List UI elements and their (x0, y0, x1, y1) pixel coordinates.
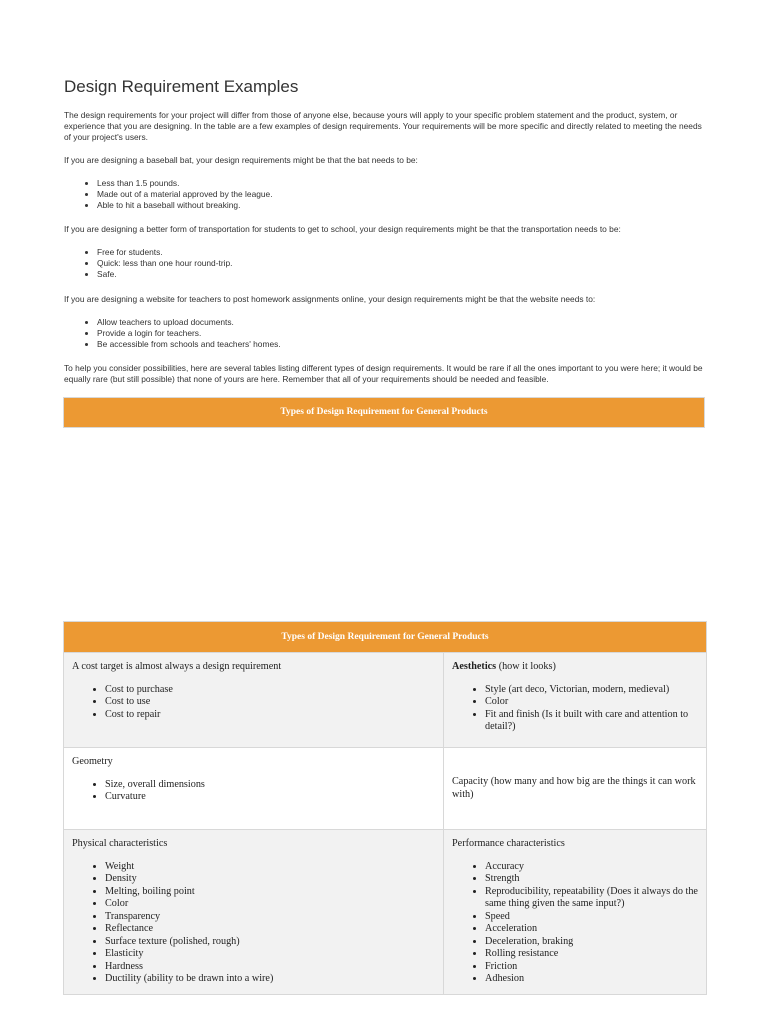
cell-heading-bold: Aesthetics (452, 661, 497, 672)
cell-heading: Performance characteristics (452, 838, 565, 849)
cell-heading: Geometry (72, 756, 113, 767)
table-cell (64, 653, 444, 748)
list-item: • Reflectance (105, 923, 435, 936)
list-item: • Provide a login for teachers. (97, 328, 281, 339)
table-row (64, 830, 707, 995)
list-item: • Hardness (105, 961, 435, 974)
example-lead-3: If you are designing a website for teachers to post homework assignments online, your design requirements might be that the website needs to: (64, 294, 596, 304)
list-item: • Strength (485, 873, 698, 886)
list-item: • Transparency (105, 911, 435, 924)
example-lead-2: If you are designing a better form of transportation for students to get to school, your design requirements might be that the transportation needs to be: (64, 224, 621, 234)
list-item: • Weight (105, 861, 435, 874)
list-item: • Rolling resistance (485, 948, 698, 961)
table-cell (444, 748, 707, 830)
list-item: • Cost to repair (105, 709, 435, 722)
list-item: • Color (105, 898, 435, 911)
cell-heading: Physical characteristics (72, 838, 168, 849)
list-item: • Speed (485, 911, 698, 924)
cell-list (72, 861, 435, 986)
closing-paragraph: To help you consider possibilities, here are several tables listing different types of design requirements. It would be rare if all the ones important to you were here; it would be equally rare (but still possible) that none of yours are here. Remember that all of your requirements should be needed and feasible. (64, 363, 703, 384)
list-item: • Allow teachers to upload documents. (97, 317, 281, 328)
list-item: • Less than 1.5 pounds. (97, 178, 273, 189)
example-list-3 (80, 317, 281, 350)
page-title: Design Requirement Examples (64, 77, 299, 96)
list-item: • Cost to use (105, 696, 435, 709)
table-cell (64, 830, 444, 995)
table-row (64, 653, 707, 748)
example-list-2 (80, 247, 232, 280)
table-header: Types of Design Requirement for General Products (64, 622, 707, 653)
cell-list (72, 684, 435, 722)
example-lead-1: If you are designing a baseball bat, your design requirements might be that the bat needs to be: (64, 155, 418, 165)
list-item: • Melting, boiling point (105, 886, 435, 899)
list-item: • Quick: less than one hour round-trip. (97, 258, 232, 269)
list-item: • Surface texture (polished, rough) (105, 936, 435, 949)
intro-paragraph: The design requirements for your project will differ from those of anyone else, because yours will apply to your specific problem statement and the product, system, or experience that you are designing. In the table are a few examples of design requirements. Your requirements will be more specific and directly related to meeting the needs of your project's users. (64, 110, 702, 142)
table-cell (444, 830, 707, 995)
cell-list (452, 684, 698, 734)
list-item: • Size, overall dimensions (105, 779, 435, 792)
list-item: • Fit and finish (Is it built with care and attention to detail?) (485, 709, 698, 734)
cell-heading-rest: (how it looks) (496, 661, 556, 672)
list-item: • Color (485, 696, 698, 709)
cell-heading (452, 661, 698, 674)
list-item: • Style (art deco, Victorian, modern, medieval) (485, 684, 698, 697)
list-item: • Made out of a material approved by the league. (97, 189, 273, 200)
list-item: • Be accessible from schools and teachers' homes. (97, 339, 281, 350)
table-cell (444, 653, 707, 748)
list-item: • Elasticity (105, 948, 435, 961)
list-item: • Adhesion (485, 973, 698, 986)
list-item: • Density (105, 873, 435, 886)
cell-list (72, 779, 435, 804)
table-banner: Types of Design Requirement for General Products (63, 397, 705, 428)
list-item: • Curvature (105, 791, 435, 804)
list-item: • Deceleration, braking (485, 936, 698, 949)
list-item: • Accuracy (485, 861, 698, 874)
list-item: • Cost to purchase (105, 684, 435, 697)
requirements-table (63, 621, 707, 995)
cell-list (452, 861, 698, 986)
example-list-1 (80, 178, 273, 211)
cell-heading: Capacity (how many and how big are the things it can work with) (452, 776, 696, 800)
list-item: • Reproducibility, repeatability (Does it always do the same thing given the same input?) (485, 886, 698, 911)
cell-heading: A cost target is almost always a design requirement (72, 661, 282, 672)
list-item: • Safe. (97, 269, 232, 280)
table-row (64, 748, 707, 830)
list-item: • Free for students. (97, 247, 232, 258)
list-item: • Friction (485, 961, 698, 974)
list-item: • Acceleration (485, 923, 698, 936)
table-cell (64, 748, 444, 830)
list-item: • Able to hit a baseball without breaking. (97, 200, 273, 211)
list-item: • Ductility (ability to be drawn into a wire) (105, 973, 435, 986)
